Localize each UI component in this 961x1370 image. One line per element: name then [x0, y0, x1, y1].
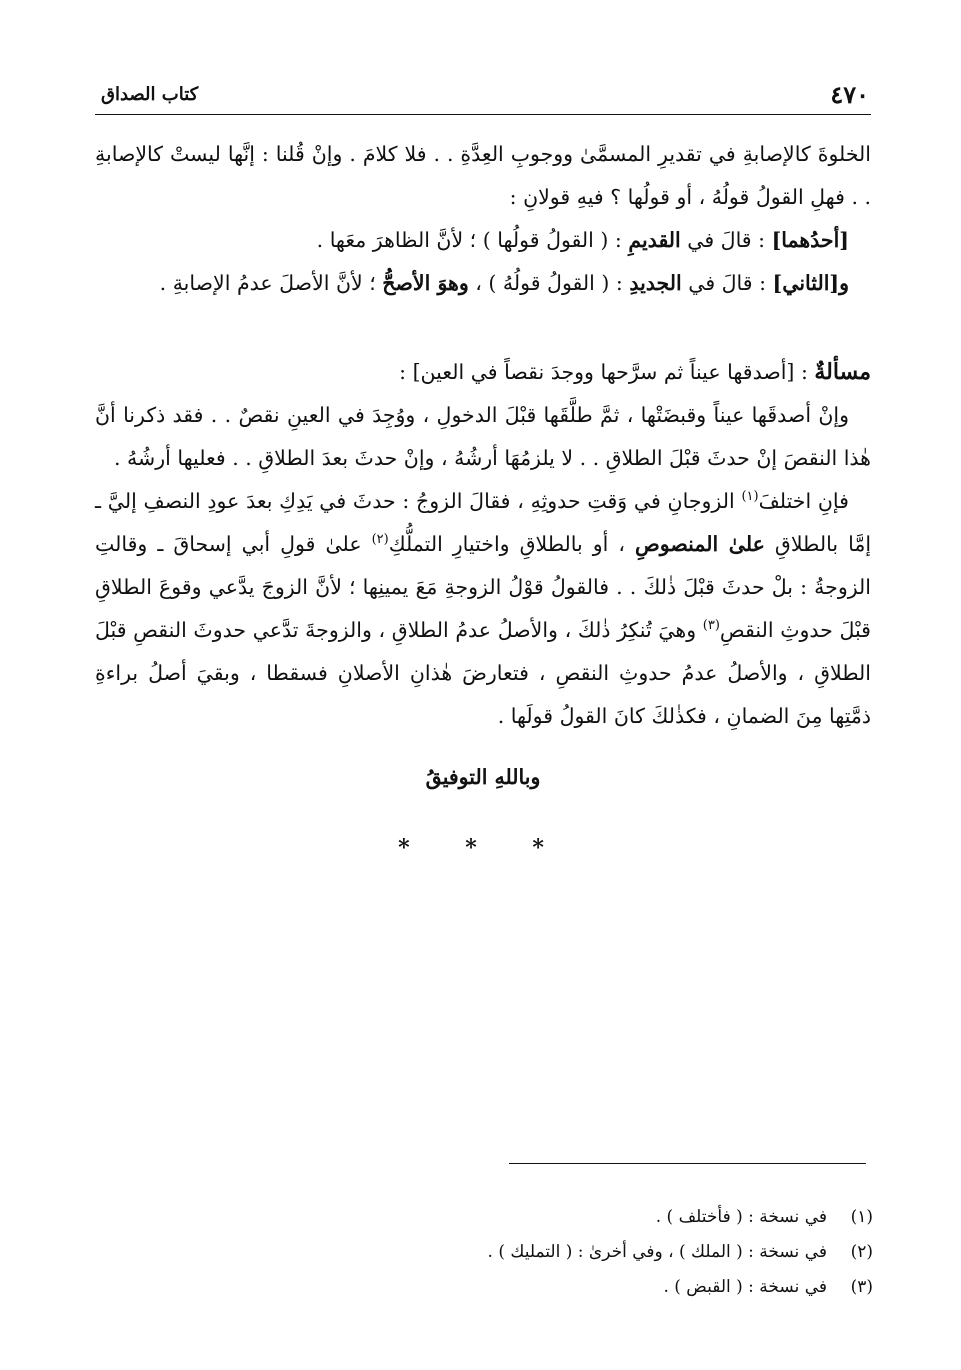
- footnote-ref: (١): [741, 489, 759, 505]
- paragraph-5: [95, 480, 871, 738]
- page-header: [95, 70, 871, 115]
- main-text: [95, 133, 871, 861]
- page: [95, 70, 871, 861]
- paragraph-first-opinion: [95, 219, 871, 262]
- opinion-text: ؛ لأنَّ الأصلَ عدمُ الإصابةِ .: [159, 271, 383, 295]
- opinion-keyword: القديمِ: [628, 228, 681, 252]
- opinion-text: : قالَ في: [681, 271, 773, 295]
- opinion-text: : قالَ في: [680, 228, 772, 252]
- masala-label: مسألةٌ: [814, 359, 871, 385]
- footnotes: [173, 1200, 873, 1305]
- footnote-ref: (٢): [371, 532, 389, 548]
- p5-text: علىٰ قولِ أبي إسحاقَ ـ وقالتِ الزوجةُ : بلْ حدثَ قبْلَ ذٰلكَ . . فالقولُ قوْلُ الزوجةِ مَعَ يمينِها ؛ لأنَّ الزوجَ يدَّعي وقوعَ الطلاقِ قبْلَ حدوثِ النقصِ: [95, 532, 871, 642]
- footnote-number: (١): [850, 1207, 873, 1227]
- masala-title: : [أصدقها عيناً ثم سرَّحها ووجدَ نقصاً في العين] :: [399, 360, 815, 384]
- footnote-number: (٢): [850, 1242, 873, 1262]
- paragraph-1: الخلوةَ كالإصابةِ في تقديرِ المسمَّىٰ ووجوبِ العِدَّةِ . . فلا كلامَ . وإنْ قُلنا : إنَّها ليستْ كالإصابةِ . . فهلِ القولُ قولُهُ ، أو قولُها ؟ فيهِ قولانِ :: [95, 142, 871, 209]
- masala-heading: [95, 351, 871, 394]
- opinion-keyword: الجديدِ: [629, 271, 682, 295]
- footnote-text: في نسخة : ( فأختلف ) .: [655, 1207, 827, 1227]
- footnote-divider: [509, 1163, 866, 1164]
- opinion-label: و[الثاني]: [772, 271, 849, 295]
- section-end-stars: * * *: [398, 835, 568, 861]
- closing-phrase: وباللهِ التوفيقُ: [425, 765, 541, 789]
- paragraph-second-opinion: [95, 262, 871, 305]
- opinion-text: : ( القولُ قولُها ) ؛ لأنَّ الظاهرَ معَها .: [316, 228, 629, 252]
- p5-text: ، أو بالطلاقِ واختيارِ التملُّكِ: [388, 532, 636, 556]
- running-title: كتاب الصداق: [101, 84, 199, 105]
- footnote: [173, 1200, 873, 1235]
- footnote-number: (٣): [850, 1277, 873, 1297]
- footnote-text: في نسخة : ( الملك ) ، وفي أخرىٰ : ( التمليك ) .: [487, 1242, 827, 1262]
- footnote: [173, 1270, 873, 1305]
- opinion-text: : ( القولُ قولُهُ ) ،: [468, 271, 630, 295]
- page-number: ٤٧٠: [830, 80, 869, 109]
- opinion-label: [أحدُهما]: [771, 228, 849, 252]
- footnote: [173, 1235, 873, 1270]
- footnote-ref: (٣): [702, 618, 720, 634]
- opinion-keyword: وهوَ الأصحُّ: [382, 271, 469, 295]
- footnote-text: في نسخة : ( القبض ) .: [663, 1277, 827, 1297]
- p5-text: الزوجانِ في وَقتِ حدوثِهِ ، فقالَ الزوجُ : حدثَ في يَدِكِ بعدَ عودِ النصفِ إليَّ ـ إمَّا بالطلاقِ: [95, 489, 872, 556]
- p5-text: وهيَ تُنكِرُ ذٰلكَ ، والأصلُ عدمُ الطلاقِ ، والزوجةَ تدَّعي حدوثَ النقصِ قبْلَ الطلاقِ ، والأصلُ عدمُ حدوثِ النقصِ ، فتعارضَ هٰذانِ الأصلانِ فسقطا ، وبقيَ أصلُ براءةِ ذمَّتِها مِنَ الضمانِ ، فكذٰلكَ كانَ القولُ قولَها .: [95, 618, 871, 728]
- paragraph-4: وإنْ أصدقَها عيناً وقبضَتْها ، ثمَّ طلَّقَها قبْلَ الدخولِ ، ووُجِدَ في العينِ نقصٌ . . فقد ذكرنا أنَّ هٰذا النقصَ إنْ حدثَ قبْلَ الطلاقِ . . لا يلزمُهَا أرشُهُ ، وإنْ حدثَ بعدَ الطلاقِ . . فعليها أرشُهُ .: [95, 403, 871, 470]
- p5-bold: علىٰ المنصوصِ: [635, 532, 765, 556]
- p5-text: فإنِ اختلفَ: [758, 489, 849, 513]
- section-spacer: [95, 305, 871, 351]
